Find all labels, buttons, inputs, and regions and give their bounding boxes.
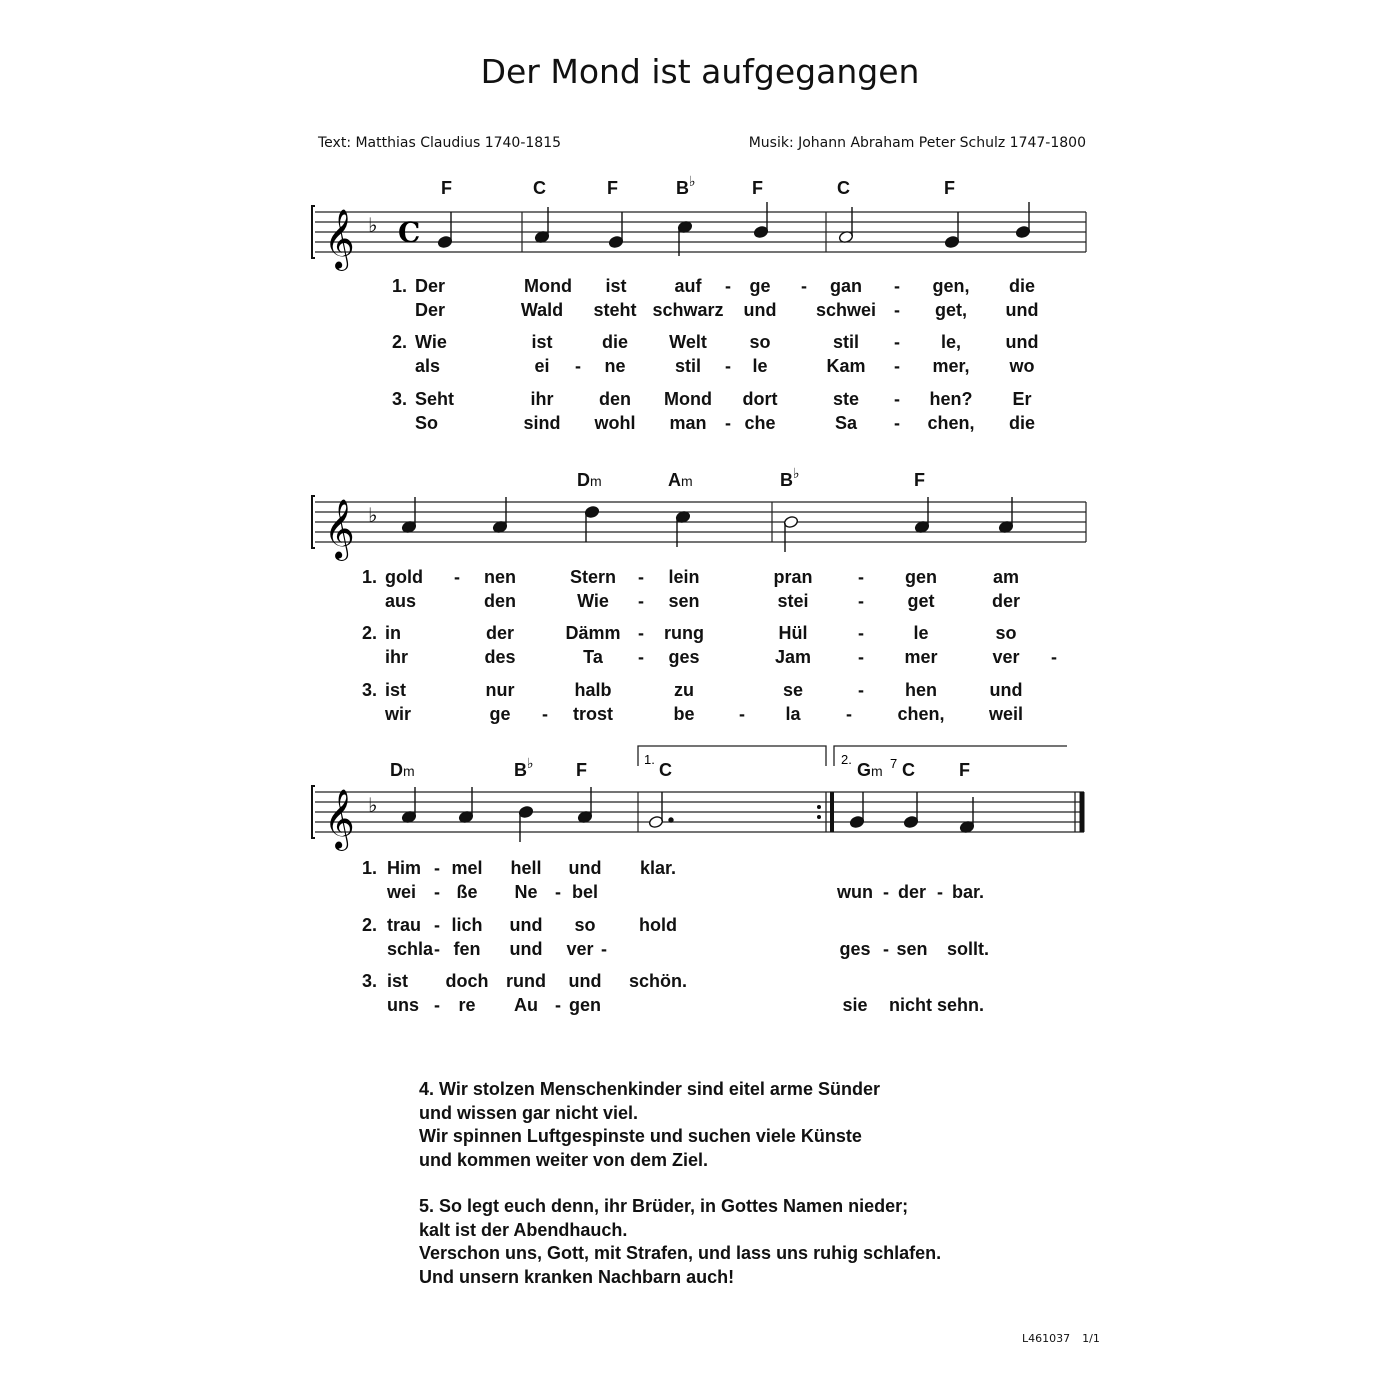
lyric-syllable: fen xyxy=(453,939,481,959)
lyric-syllable: rung xyxy=(664,623,704,643)
lyric-syllable: le, xyxy=(940,332,962,352)
lyric-syllable: Kam xyxy=(826,356,866,376)
staff-system-3 xyxy=(300,740,1100,865)
lyric-syllable: So xyxy=(415,413,439,433)
lyric-syllable: ges xyxy=(668,647,700,667)
lyric-syllable: weil xyxy=(988,704,1024,724)
lyric-syllable: nen xyxy=(483,567,517,587)
lyric-syllable: ver xyxy=(992,647,1020,667)
volta-label: 1. xyxy=(644,752,655,767)
lyric-syllable: Seht xyxy=(415,389,455,409)
lyric-syllable: den xyxy=(483,591,517,611)
staff-lines xyxy=(315,502,1086,542)
hyphen: - xyxy=(542,704,548,724)
lyric-syllable: get xyxy=(907,591,935,611)
lyric-syllable: ges xyxy=(839,939,871,959)
lyric-syllable: hen? xyxy=(929,389,973,409)
lyric-syllable: re xyxy=(458,995,476,1015)
staff-svg-2 xyxy=(300,462,1100,572)
hyphen: - xyxy=(846,704,852,724)
lyric-syllable: Dämm xyxy=(565,623,621,643)
verse-number: 2. xyxy=(362,623,378,643)
hyphen: - xyxy=(434,915,440,935)
catalog-code: L461037 xyxy=(1022,1332,1071,1345)
lyric-syllable: hell xyxy=(510,858,542,878)
lyric-syllable: und xyxy=(509,939,543,959)
hyphen: - xyxy=(434,939,440,959)
hyphen: - xyxy=(858,567,864,587)
verse-line: Wir spinnen Luftgespinste und suchen viele Künste xyxy=(419,1126,862,1146)
verse-number: 3. xyxy=(392,389,408,409)
lyric-syllable: und xyxy=(568,858,602,878)
lyric-syllable: Er xyxy=(1012,389,1032,409)
lyric-syllable: schön. xyxy=(628,971,688,991)
chord-symbol: F xyxy=(959,760,970,780)
lyric-syllable: sie xyxy=(842,995,868,1015)
system-bracket xyxy=(312,786,315,838)
lyric-syllable: Wie xyxy=(415,332,447,352)
verse-number: 3. xyxy=(362,680,378,700)
common-time-icon: C xyxy=(398,216,421,249)
flat-accidental: ♭ xyxy=(689,174,696,190)
verse-4 xyxy=(419,1078,941,1172)
lyric-syllable: ver xyxy=(566,939,594,959)
notes xyxy=(401,497,1013,552)
chord-symbol: B xyxy=(780,470,793,490)
lyric-syllable: gold xyxy=(385,567,423,587)
lyric-syllable: der xyxy=(485,623,515,643)
lyric-syllable: und xyxy=(568,971,602,991)
lyric-syllable: stei xyxy=(777,591,809,611)
lyric-syllable: uns xyxy=(387,995,420,1015)
lyric-syllable: ei xyxy=(534,356,550,376)
lyric-syllable: schwarz xyxy=(652,300,724,320)
treble-clef-icon: 𝄞 xyxy=(324,209,355,269)
lyric-syllable: hold xyxy=(639,915,677,935)
verse-5 xyxy=(419,1195,941,1289)
lyric-syllable: schla xyxy=(387,939,434,959)
page-number: 1/1 xyxy=(1082,1332,1100,1345)
lyric-syllable: ge xyxy=(749,276,771,296)
verse-line: 5. So legt euch denn, ihr Brüder, in Gottes Namen nieder; xyxy=(419,1196,909,1216)
flat-accidental: ♭ xyxy=(527,756,534,772)
lyric-syllable: Wald xyxy=(520,300,564,320)
lyric-syllable: nur xyxy=(485,680,515,700)
lyric-syllable: den xyxy=(598,389,632,409)
lyric-syllable: Hül xyxy=(778,623,808,643)
verse-line: kalt ist der Abendhauch. xyxy=(419,1219,628,1240)
hyphen: - xyxy=(894,356,900,376)
chord-symbol: C xyxy=(533,178,546,198)
lyric-syllable: chen, xyxy=(897,704,945,724)
lyric-syllable: schwei xyxy=(815,300,877,320)
lyric-syllable: und xyxy=(1005,300,1039,320)
lyric-syllable: der xyxy=(897,882,927,902)
hyphen: - xyxy=(858,591,864,611)
hyphen: - xyxy=(555,995,561,1015)
hyphen: - xyxy=(638,647,644,667)
hyphen: - xyxy=(555,882,561,902)
treble-clef-icon: 𝄞 xyxy=(324,499,355,559)
hyphen: - xyxy=(801,276,807,296)
lyric-syllable: la xyxy=(785,704,801,724)
chord-symbol: C xyxy=(837,178,850,198)
lyric-syllable: mer, xyxy=(932,356,970,376)
lyric-syllable: nicht sehn. xyxy=(889,995,985,1015)
lyric-syllable: bar. xyxy=(951,882,985,902)
lyric-syllable: ste xyxy=(832,389,860,409)
flat-accidental: ♭ xyxy=(793,466,800,482)
chord-symbol: F xyxy=(441,178,452,198)
lyric-syllable: le xyxy=(913,623,929,643)
chord-symbol: B xyxy=(676,178,689,198)
lyric-syllable: wir xyxy=(385,704,412,724)
lyric-syllable: ihr xyxy=(530,389,554,409)
lyric-syllable: bel xyxy=(571,882,599,902)
hyphen: - xyxy=(894,332,900,352)
lyric-syllable: Welt xyxy=(669,332,707,352)
chord-symbol: F xyxy=(607,178,618,198)
lyric-syllable: die xyxy=(1008,276,1036,296)
hyphen: - xyxy=(894,300,900,320)
notes xyxy=(401,787,974,842)
lyric-syllable: Ta xyxy=(583,647,603,667)
hyphen: - xyxy=(638,591,644,611)
lyric-syllable: hen xyxy=(904,680,938,700)
lyric-syllable: mer xyxy=(904,647,938,667)
lyric-syllable: und xyxy=(989,680,1023,700)
notes xyxy=(437,202,1030,256)
lyric-syllable: Wie xyxy=(577,591,609,611)
hyphen: - xyxy=(937,882,943,902)
staff-svg-3 xyxy=(300,740,1100,865)
system-bracket xyxy=(312,206,315,258)
lyric-syllable: ist xyxy=(531,332,553,352)
lyric-syllable: wo xyxy=(1009,356,1035,376)
key-flat-icon: ♭ xyxy=(368,503,378,527)
lyric-syllable: steht xyxy=(593,300,637,320)
verse-line: und wissen gar nicht viel. xyxy=(419,1102,639,1123)
lyric-syllable: Ne xyxy=(514,882,538,902)
hyphen: - xyxy=(883,939,889,959)
chord-symbol: C xyxy=(902,760,915,780)
hyphen: - xyxy=(894,413,900,433)
lyric-syllable: auf xyxy=(674,276,702,296)
lyric-syllable: so xyxy=(749,332,771,352)
lyric-syllable: als xyxy=(415,356,441,376)
staff-lines xyxy=(315,212,1086,252)
lyric-syllable: ße xyxy=(456,882,478,902)
staff-system-1 xyxy=(300,170,1100,280)
lyric-syllable: Him xyxy=(387,858,422,878)
hyphen: - xyxy=(725,356,731,376)
lyric-syllable: sen xyxy=(896,939,928,959)
lyric-syllable: gan xyxy=(829,276,863,296)
hyphen: - xyxy=(894,276,900,296)
lyric-syllable: sind xyxy=(523,413,561,433)
verse-number: 2. xyxy=(392,332,408,352)
lyric-syllable: man xyxy=(669,413,707,433)
lyric-syllable: pran xyxy=(773,567,813,587)
key-flat-icon: ♭ xyxy=(368,793,378,817)
lyric-syllable: wohl xyxy=(594,413,636,433)
lyric-syllable: stil xyxy=(674,356,702,376)
lyric-syllable: mel xyxy=(451,858,483,878)
chord-symbol: Am xyxy=(668,470,693,490)
lyric-syllable: Mond xyxy=(524,276,572,296)
lyric-syllable: se xyxy=(782,680,804,700)
lyric-syllable: halb xyxy=(574,680,612,700)
lyric-syllable: ist xyxy=(387,971,409,991)
lyric-syllable: gen, xyxy=(932,276,970,296)
lyric-syllable: zu xyxy=(674,680,694,700)
lyric-syllable: und xyxy=(1005,332,1039,352)
lyric-syllable: Jam xyxy=(774,647,812,667)
lyric-syllable: doch xyxy=(445,971,489,991)
lyric-syllable: ne xyxy=(604,356,626,376)
lyric-syllable: die xyxy=(601,332,629,352)
hyphen: - xyxy=(858,647,864,667)
lyricist-credit: Text: Matthias Claudius 1740-1815 xyxy=(318,135,562,151)
verse-line: Verschon uns, Gott, mit Strafen, und lass uns ruhig schlafen. xyxy=(419,1243,942,1263)
lyric-syllable: gen xyxy=(568,995,602,1015)
lyric-syllable: dort xyxy=(742,389,778,409)
verse-number: 1. xyxy=(362,567,378,587)
lyric-syllable: Der xyxy=(415,276,446,296)
hyphen: - xyxy=(1051,647,1057,667)
hyphen: - xyxy=(454,567,460,587)
lyric-syllable: und xyxy=(509,915,543,935)
chord-symbol: B xyxy=(514,760,527,780)
chord-symbol: F xyxy=(752,178,763,198)
lyric-syllable: le xyxy=(752,356,768,376)
composer-credit: Musik: Johann Abraham Peter Schulz 1747-1800 xyxy=(748,135,1086,151)
chord-symbol: Dm xyxy=(390,760,415,780)
hyphen: - xyxy=(575,356,581,376)
staff-svg-1 xyxy=(300,170,1100,280)
hyphen: - xyxy=(739,704,745,724)
verse-number: 2. xyxy=(362,915,378,935)
lyric-syllable: lich xyxy=(451,915,483,935)
lyric-syllable: wei xyxy=(387,882,417,902)
lyric-syllable: die xyxy=(1008,413,1036,433)
hyphen: - xyxy=(725,276,731,296)
additional-verses xyxy=(419,1078,941,1312)
lyric-syllable: so xyxy=(995,623,1017,643)
hyphen: - xyxy=(883,882,889,902)
lyric-syllable: sollt. xyxy=(946,939,990,959)
lyric-syllable: ist xyxy=(385,680,407,700)
page-title: Der Mond ist aufgegangen xyxy=(480,52,920,91)
lyric-syllable: Der xyxy=(415,300,446,320)
lyric-syllable: klar. xyxy=(639,858,677,878)
lyric-syllable: ist xyxy=(605,276,627,296)
hyphen: - xyxy=(894,389,900,409)
verse-number: 1. xyxy=(392,276,408,296)
lyric-syllable: lein xyxy=(668,567,700,587)
volta-label: 2. xyxy=(841,752,852,767)
verse-number: 1. xyxy=(362,858,378,878)
hyphen: - xyxy=(858,680,864,700)
chord-symbol: C xyxy=(659,760,672,780)
lyric-syllable: chen, xyxy=(927,413,975,433)
chord-symbol: F xyxy=(576,760,587,780)
lyric-syllable: Sa xyxy=(834,413,858,433)
lyric-syllable: des xyxy=(484,647,516,667)
lyric-syllable: ge xyxy=(489,704,511,724)
lyric-syllable: aus xyxy=(385,591,417,611)
lyric-syllable: in xyxy=(385,623,401,643)
hyphen: - xyxy=(638,623,644,643)
chord-extension: 7 xyxy=(890,756,898,771)
page-footer xyxy=(1022,1332,1112,1345)
lyric-syllable: che xyxy=(744,413,776,433)
lyric-syllable: be xyxy=(673,704,695,724)
treble-clef-icon: 𝄞 xyxy=(324,789,355,849)
hyphen: - xyxy=(434,882,440,902)
verse-number: 3. xyxy=(362,971,378,991)
system-bracket xyxy=(312,496,315,548)
lyric-syllable: trau xyxy=(387,915,422,935)
lyric-syllable: ihr xyxy=(385,647,409,667)
verse-line: 4. Wir stolzen Menschenkinder sind eitel arme Sünder xyxy=(419,1079,880,1099)
staff-system-2 xyxy=(300,462,1100,572)
chord-symbol: F xyxy=(944,178,955,198)
chord-symbol: F xyxy=(914,470,925,490)
hyphen: - xyxy=(601,939,607,959)
lyric-syllable: rund xyxy=(506,971,546,991)
hyphen: - xyxy=(638,567,644,587)
chord-symbol: Gm xyxy=(857,760,883,780)
lyric-syllable: Stern xyxy=(569,567,617,587)
hyphen: - xyxy=(725,413,731,433)
hyphen: - xyxy=(434,858,440,878)
lyric-syllable: gen xyxy=(904,567,938,587)
lyric-syllable: der xyxy=(991,591,1021,611)
key-flat-icon: ♭ xyxy=(368,213,378,237)
lyric-syllable: wun xyxy=(837,882,873,902)
lyric-syllable: so xyxy=(574,915,596,935)
lyric-syllable: stil xyxy=(832,332,860,352)
hyphen: - xyxy=(858,623,864,643)
chord-symbol: Dm xyxy=(577,470,602,490)
lyric-syllable: Mond xyxy=(664,389,712,409)
lyric-syllable: am xyxy=(992,567,1020,587)
lyric-syllable: trost xyxy=(573,704,613,724)
lyric-syllable: get, xyxy=(934,300,968,320)
lyric-syllable: und xyxy=(743,300,777,320)
lyric-syllable: sen xyxy=(668,591,700,611)
verse-line: und kommen weiter von dem Ziel. xyxy=(419,1149,709,1170)
hyphen: - xyxy=(434,995,440,1015)
verse-line: Und unsern kranken Nachbarn auch! xyxy=(419,1266,735,1287)
lyric-syllable: Au xyxy=(514,995,538,1015)
